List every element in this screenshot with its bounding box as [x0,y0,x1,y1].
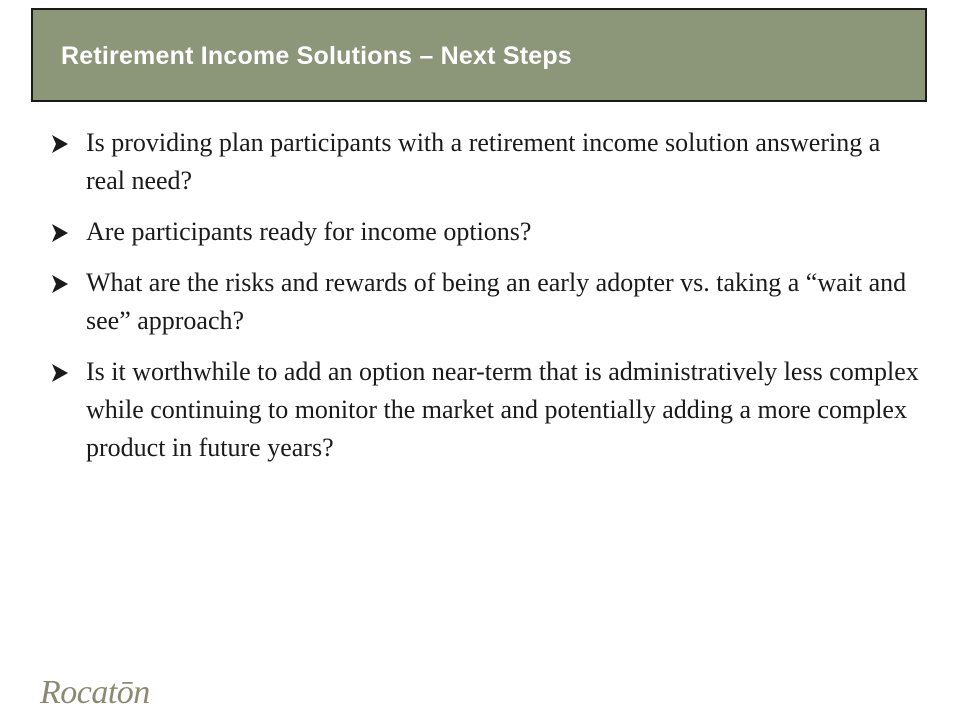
bullet-list [52,124,922,480]
bullet-text: Are participants ready for income options? [86,217,532,246]
bullet-item [52,213,922,251]
bullet-text: Is providing plan participants with a retirement income solution answering a real need? [86,128,881,195]
arrow-bullet-icon [52,213,86,242]
arrow-bullet-icon [52,124,86,153]
rocaton-logo: Rocatōn [40,674,150,711]
bullet-item [52,353,922,467]
bullet-item [52,264,922,340]
arrow-bullet-icon [52,264,86,293]
arrow-bullet-icon [52,353,86,382]
bullet-text: Is it worthwhile to add an option near-term that is administratively less complex while continuing to monitor the market and potentially adding a more complex product in future years? [86,357,919,462]
bullet-text: What are the risks and rewards of being an early adopter vs. taking a “wait and see” approach? [86,268,907,335]
title-bar [31,8,927,102]
slide-title: Retirement Income Solutions – Next Steps [61,41,572,70]
bullet-item [52,124,922,200]
